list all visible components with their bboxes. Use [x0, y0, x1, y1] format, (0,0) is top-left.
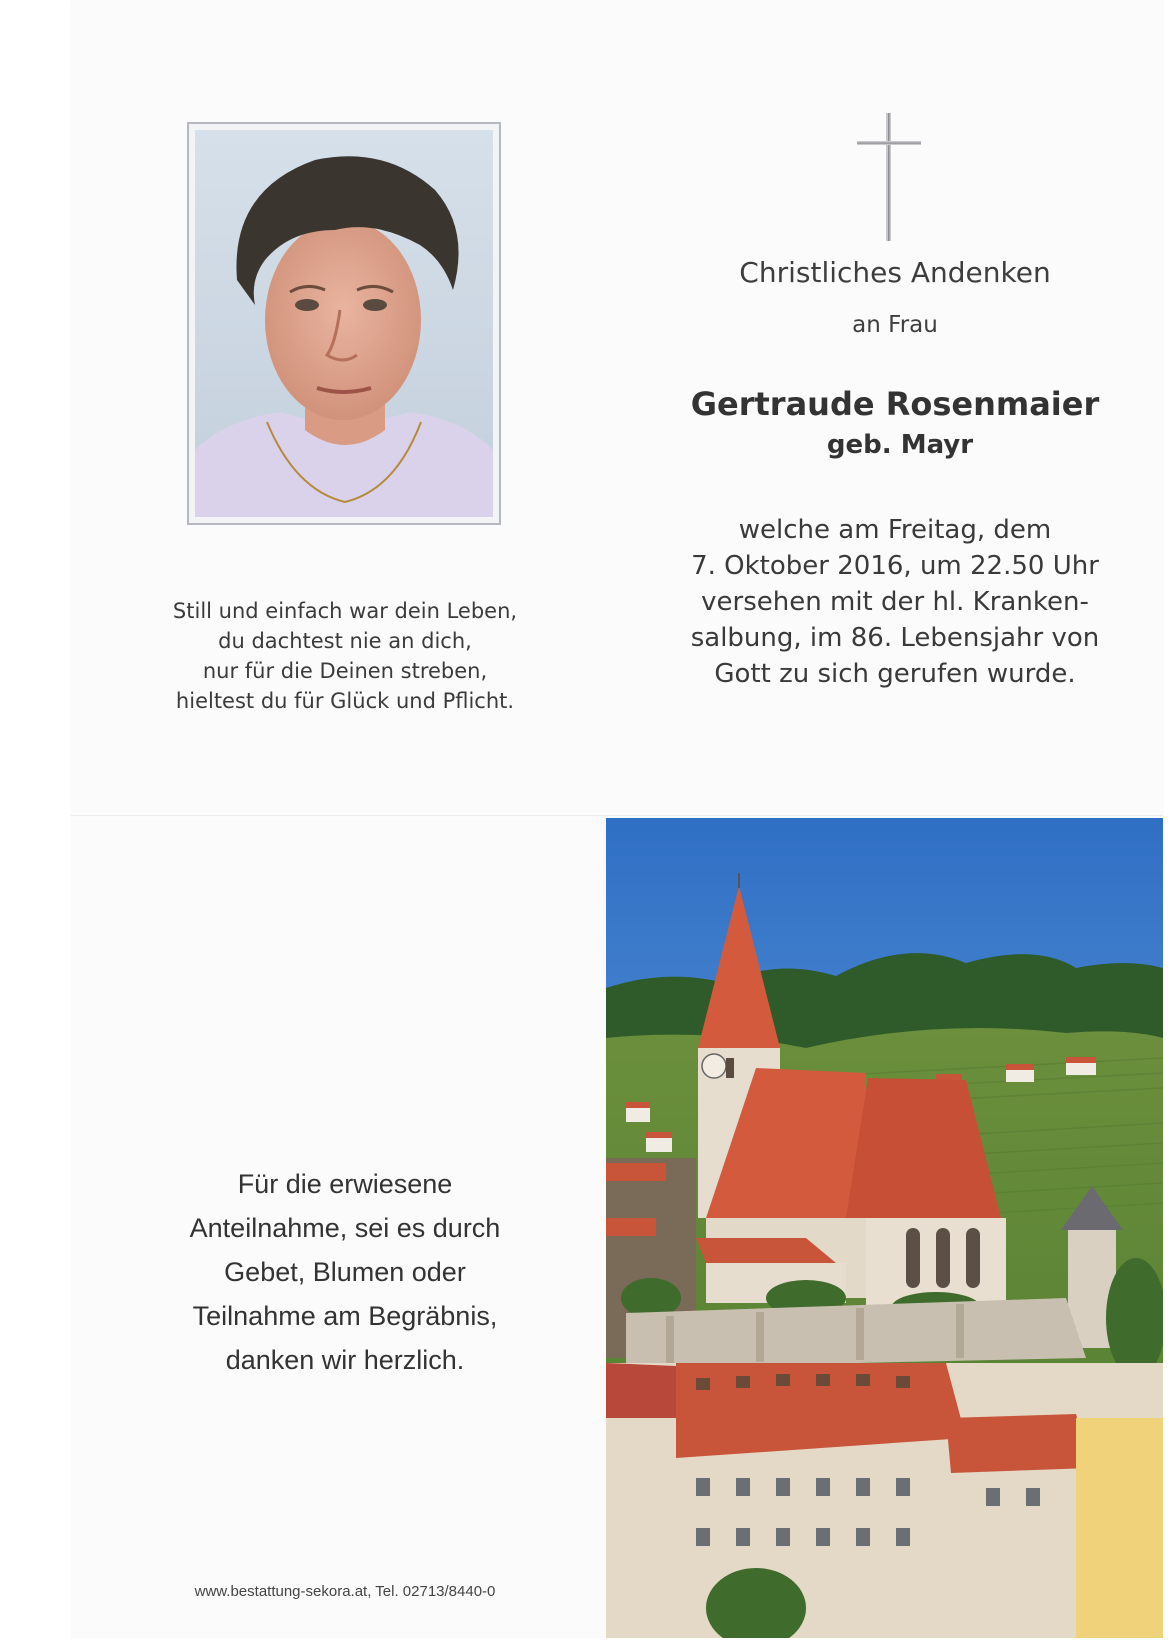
thanks-line: Teilnahme am Begräbnis,: [192, 1301, 498, 1331]
deceased-name: Gertraude Rosenmaier: [690, 385, 1100, 423]
cross-icon: [857, 113, 921, 247]
thanks-line: Gebet, Blumen oder: [224, 1257, 466, 1287]
thanks-line: Anteilnahme, sei es durch: [189, 1213, 501, 1243]
thanks-line: Für die erwiesene: [237, 1169, 453, 1199]
memorial-verse: [150, 596, 540, 716]
funeral-home-contact: www.bestattung-sekora.at, Tel. 02713/8440-0: [194, 1583, 496, 1600]
thanks-line: danken wir herzlich.: [225, 1345, 465, 1375]
portrait-photo: [195, 130, 493, 517]
verse-line: nur für die Deinen streben,: [202, 659, 488, 683]
birth-name: geb. Mayr: [826, 430, 974, 460]
portrait-photo-frame: [187, 122, 501, 525]
verse-line: Still und einfach war dein Leben,: [172, 599, 518, 623]
verse-line: hieltest du für Glück und Pflicht.: [175, 689, 515, 713]
memorial-heading: Christliches Andenken: [739, 256, 1051, 289]
death-details: [680, 512, 1110, 692]
details-line: versehen mit der hl. Kranken-: [701, 587, 1089, 617]
details-line: Gott zu sich gerufen wurde.: [714, 659, 1076, 689]
church-landscape-photo: [606, 818, 1163, 1638]
salutation: an Frau: [852, 312, 938, 338]
details-line: salbung, im 86. Lebensjahr von: [690, 623, 1100, 653]
details-line: 7. Oktober 2016, um 22.50 Uhr: [691, 551, 1099, 581]
verse-line: du dachtest nie an dich,: [218, 629, 472, 653]
thanks-message: [150, 1162, 540, 1382]
details-line: welche am Freitag, dem: [738, 515, 1052, 545]
